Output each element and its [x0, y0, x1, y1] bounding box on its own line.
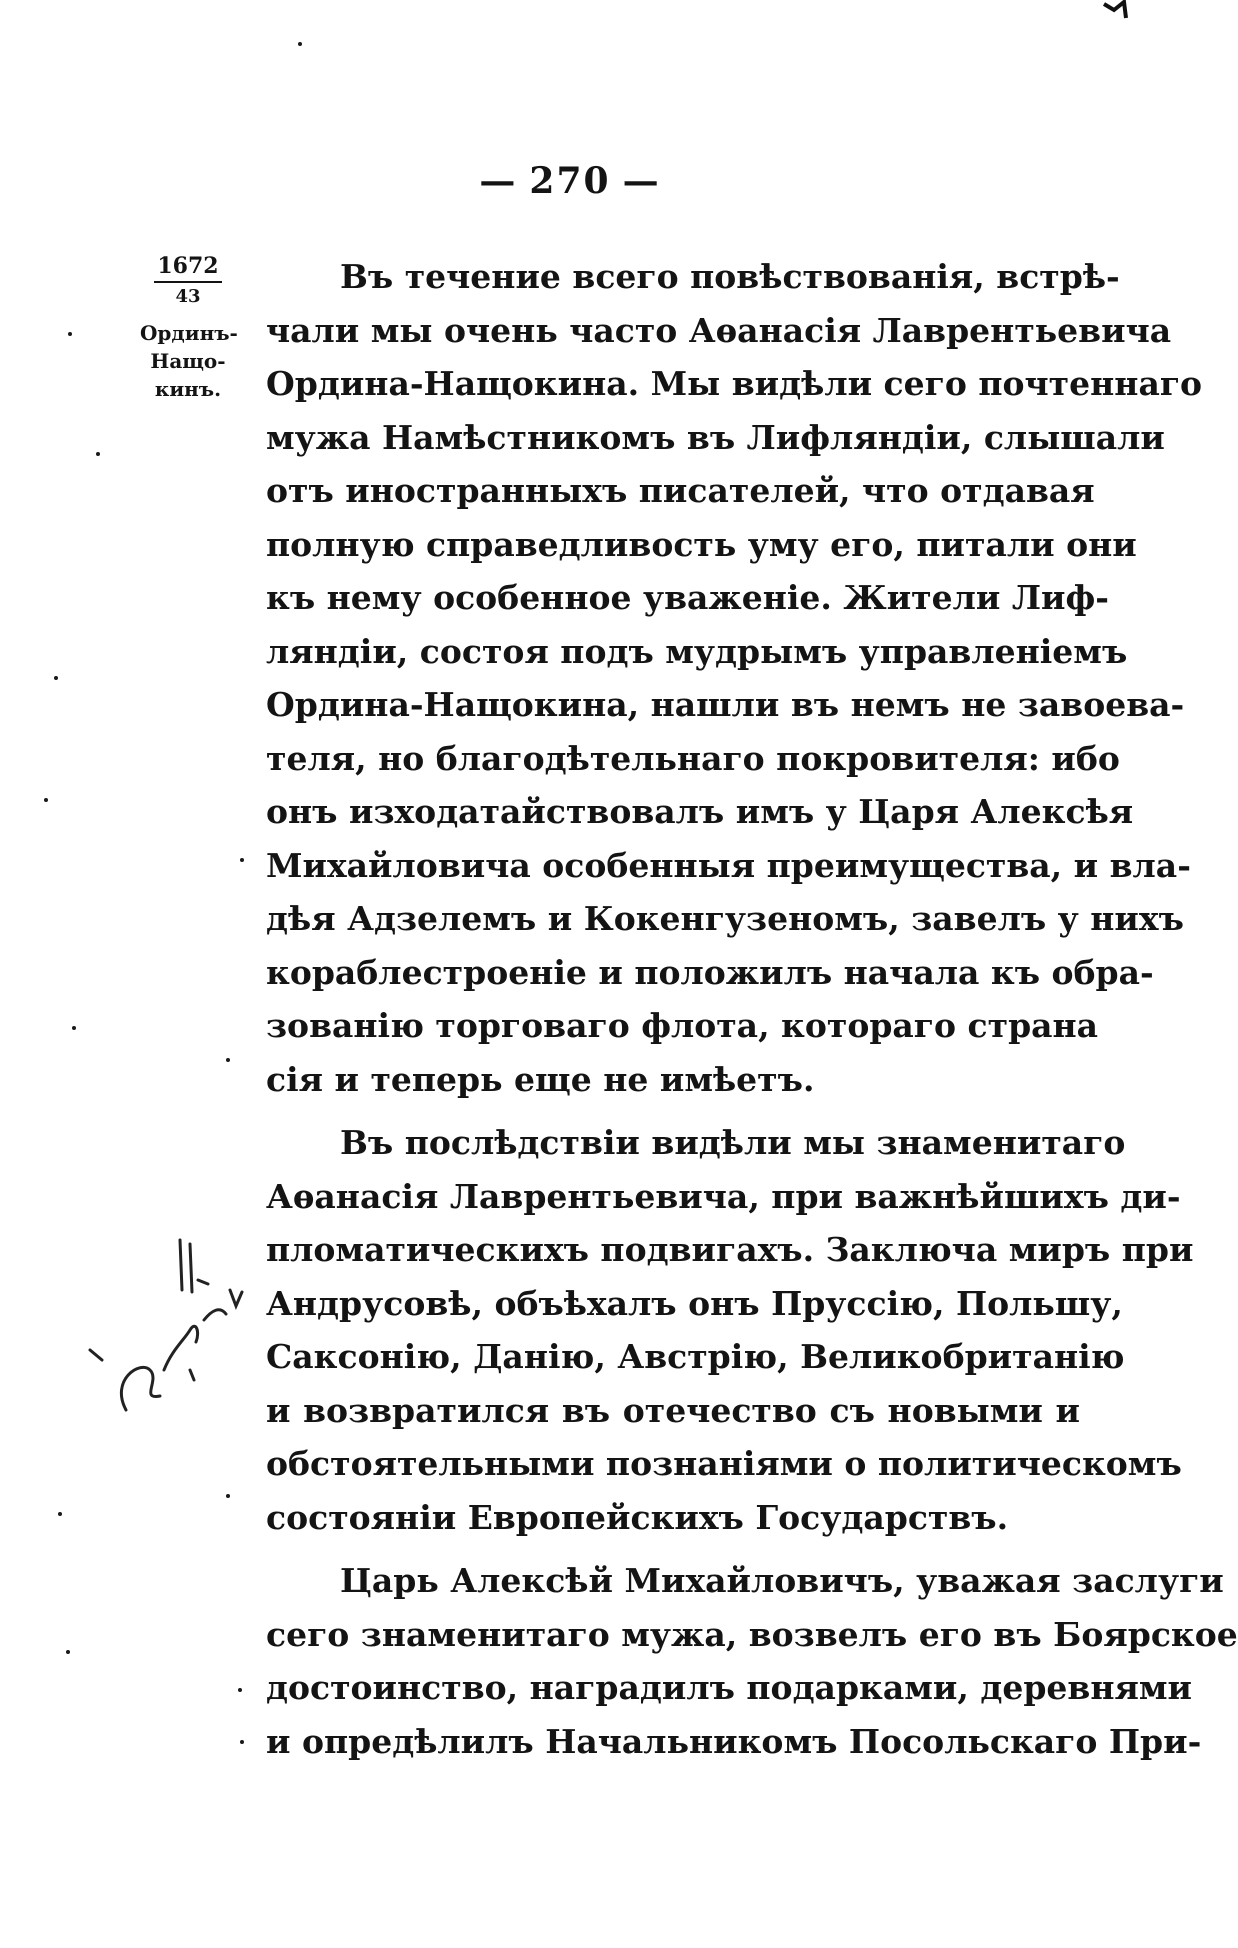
- text-line: Царь Алексѣй Михайловичъ, уважая заслуги: [340, 1561, 1224, 1600]
- speck: [96, 452, 100, 456]
- speck: [240, 858, 244, 862]
- text-line: обстоятельными познаніями о политическомъ: [266, 1444, 1182, 1483]
- margin-sub: 43: [175, 286, 201, 307]
- speck: [54, 676, 58, 680]
- page-header: [0, 160, 1140, 202]
- speck: [298, 42, 302, 46]
- speck: [58, 1512, 62, 1516]
- margin-line: Ординъ-: [140, 321, 238, 345]
- text-line: пломатическихъ подвигахъ. Заключа миръ при: [266, 1230, 1194, 1269]
- paragraph-2: [266, 1116, 1194, 1544]
- text-line: состояніи Европейскихъ Государствъ.: [266, 1497, 1009, 1537]
- paragraph-1: [266, 250, 1203, 1106]
- handwritten-pencil-note: [80, 1220, 250, 1430]
- text-line: Аѳанасія Лаврентьевича, при важнѣйшихъ ди-: [266, 1176, 1181, 1216]
- speck: [44, 798, 48, 802]
- text-line: онъ изходатайствовалъ имъ у Царя Алексѣя: [266, 792, 1134, 831]
- body-text: [266, 250, 1238, 1778]
- speck: [66, 1650, 70, 1654]
- text-line: и возвратился въ отечество съ новыми и: [266, 1390, 1080, 1430]
- header-dash-left: —: [479, 160, 518, 202]
- corner-scan-mark: [1100, 0, 1130, 24]
- speck: [72, 1026, 76, 1030]
- text-line: ляндіи, состоя подъ мудрымъ управленіемъ: [266, 631, 1128, 671]
- text-line: сего знаменитаго мужа, возвелъ его въ Боярское: [266, 1614, 1238, 1654]
- text-line: Андрусовѣ, объѣхалъ онъ Пруссію, Польшу,: [266, 1283, 1123, 1323]
- margin-note: [140, 252, 236, 403]
- text-line: кораблестроеніе и положилъ начала къ обра-: [266, 952, 1154, 992]
- margin-line: кинъ.: [154, 377, 222, 401]
- text-line: зованію торговаго флота, котораго страна: [266, 1006, 1099, 1045]
- margin-line: Нащо-: [150, 349, 226, 373]
- text-line: чали мы очень часто Аѳанасія Лаврентьевича: [266, 310, 1172, 350]
- text-line: дѣя Адзелемъ и Кокенгузеномъ, завелъ у нихъ: [266, 899, 1184, 938]
- speck: [226, 1494, 230, 1498]
- speck: [226, 1058, 230, 1062]
- text-line: полную справедливость уму его, питали они: [266, 524, 1137, 564]
- text-line: сія и теперь еще не имѣетъ.: [266, 1059, 815, 1099]
- text-line: Саксонію, Данію, Австрію, Великобританію: [266, 1337, 1125, 1376]
- text-line: и опредѣлилъ Начальникомъ Посольскаго При-: [266, 1721, 1202, 1761]
- page-number: 270: [529, 160, 611, 202]
- text-line: мужа Намѣстникомъ въ Лифляндіи, слышали: [266, 417, 1165, 457]
- text-line: Въ течение всего повѣствованія, встрѣ-: [340, 257, 1120, 296]
- text-line: отъ иностранныхъ писателей, что отдавая: [266, 471, 1095, 510]
- speck: [238, 1688, 242, 1692]
- paragraph-3: [266, 1554, 1238, 1768]
- text-line: Ордина-Нащокина, нашли въ немъ не завоева-: [266, 685, 1185, 724]
- text-line: къ нему особенное уваженіе. Жители Лиф-: [266, 578, 1109, 617]
- margin-year: 1672: [157, 253, 219, 279]
- speck: [240, 1740, 244, 1744]
- text-line: Въ послѣдствіи видѣли мы знаменитаго: [340, 1123, 1126, 1162]
- text-line: Ордина-Нащокина. Мы видѣли сего почтеннаго: [266, 364, 1203, 403]
- text-line: теля, но благодѣтельнаго покровителя: ибо: [266, 738, 1120, 778]
- text-line: Михайловича особенныя преимущества, и вла-: [266, 845, 1191, 885]
- text-line: достоинство, наградилъ подарками, деревнями: [266, 1668, 1193, 1707]
- header-dash-right: —: [622, 160, 661, 202]
- speck: [68, 332, 72, 336]
